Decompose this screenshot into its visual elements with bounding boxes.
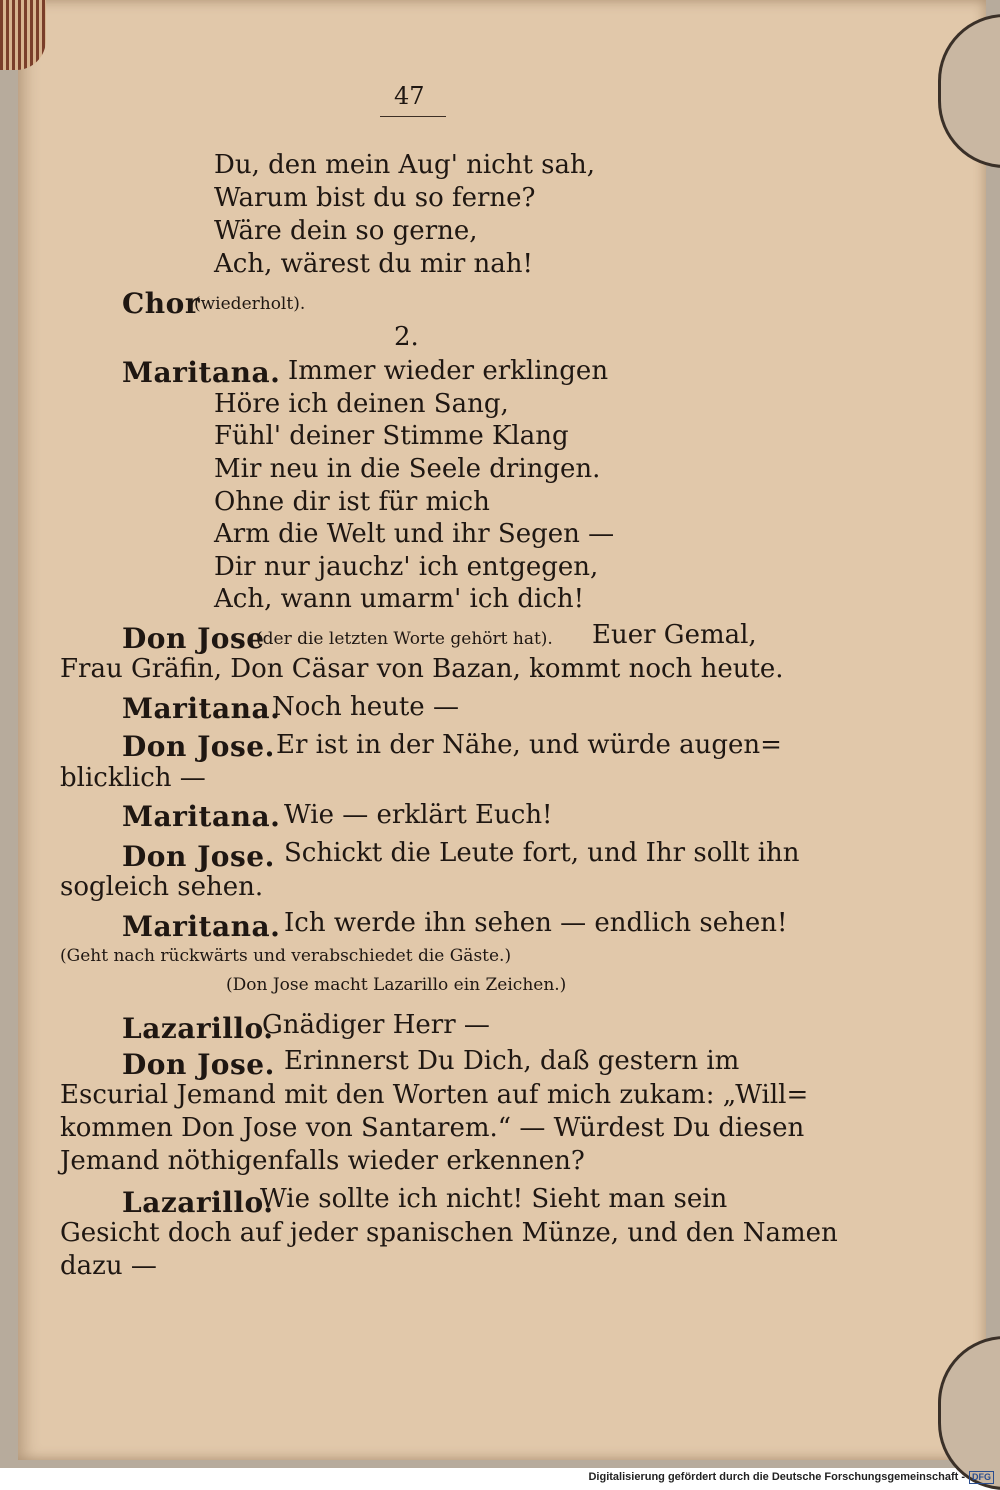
speaker-name: Maritana. <box>122 356 281 389</box>
poem-line: Du, den mein Aug' nicht sah, <box>214 150 596 180</box>
dialogue-line: Jemand nöthigenfalls wieder erkennen? <box>60 1146 585 1176</box>
song-line: Immer wieder erklingen <box>288 356 609 386</box>
speaker-name: Maritana. <box>122 692 281 725</box>
dialogue-line: sogleich sehen. <box>60 872 264 902</box>
page-number: 47 <box>394 82 425 110</box>
poem-line: Wäre dein so gerne, <box>214 216 478 246</box>
dialogue-line: Erinnerst Du Dich, daß gestern im <box>284 1046 740 1076</box>
speaker-name: Maritana. <box>122 800 281 833</box>
speaker-name: Don Jose. <box>122 1048 275 1081</box>
dialogue-line: Ich werde ihn sehen — endlich sehen! <box>284 908 788 938</box>
stage-direction: (Don Jose macht Lazarillo ein Zeichen.) <box>226 975 567 995</box>
dialogue-line: Schickt die Leute fort, und Ihr sollt ihn <box>284 838 800 868</box>
song-line: Fühl' deiner Stimme Klang <box>214 421 569 451</box>
song-line: Ohne dir ist für mich <box>214 487 490 517</box>
footer-credit: Digitalisierung gefördert durch die Deutsche Forschungsgemeinschaft - <box>588 1471 965 1483</box>
speaker-name: Lazarillo. <box>122 1012 274 1045</box>
speaker-name: Lazarillo. <box>122 1186 274 1219</box>
song-line: Ach, wann umarm' ich dich! <box>214 584 585 614</box>
dialogue-line: Gesicht doch auf jeder spanischen Münze, und den Namen <box>60 1218 838 1248</box>
dialogue-line: Wie sollte ich nicht! Sieht man sein <box>260 1184 728 1214</box>
digitization-footer <box>588 1470 994 1484</box>
stage-direction: (Geht nach rückwärts und verabschiedet die Gäste.) <box>60 946 512 966</box>
dialogue-line: Wie — erklärt Euch! <box>284 800 553 830</box>
stage-direction: (der die letzten Worte gehört hat). <box>256 629 553 649</box>
dialogue-line: Gnädiger Herr — <box>262 1010 490 1040</box>
song-line: Arm die Welt und ihr Segen — <box>214 519 615 549</box>
page-number-rule <box>380 116 446 117</box>
song-line: Höre ich deinen Sang, <box>214 389 509 419</box>
song-line: Dir nur jauchz' ich entgegen, <box>214 552 599 582</box>
poem-line: Warum bist du so ferne? <box>214 183 536 213</box>
dialogue-line: Euer Gemal, <box>592 620 757 650</box>
speaker-name: Don Jose. <box>122 730 275 763</box>
verse-number: 2. <box>394 322 419 352</box>
speaker-name: Don Jose <box>122 622 265 655</box>
dialogue-line: kommen Don Jose von Santarem.“ — Würdest Du diesen <box>60 1113 805 1143</box>
dialogue-line: Escurial Jemand mit den Worten auf mich zukam: „Will= <box>60 1080 809 1110</box>
dfg-logo: DFG <box>969 1471 994 1484</box>
dialogue-line: Noch heute — <box>272 692 459 722</box>
speaker-name: Chor <box>122 287 201 320</box>
song-line: Mir neu in die Seele dringen. <box>214 454 601 484</box>
dialogue-line: Frau Gräfin, Don Cäsar von Bazan, kommt noch heute. <box>60 654 784 684</box>
dialogue-line: Er ist in der Nähe, und würde augen= <box>276 730 782 760</box>
dialogue-line: blicklich — <box>60 763 206 793</box>
stage-direction: (wiederholt). <box>194 294 306 314</box>
poem-line: Ach, wärest du mir nah! <box>214 249 533 279</box>
dialogue-line: dazu — <box>60 1251 157 1281</box>
speaker-name: Don Jose. <box>122 840 275 873</box>
speaker-name: Maritana. <box>122 910 281 943</box>
